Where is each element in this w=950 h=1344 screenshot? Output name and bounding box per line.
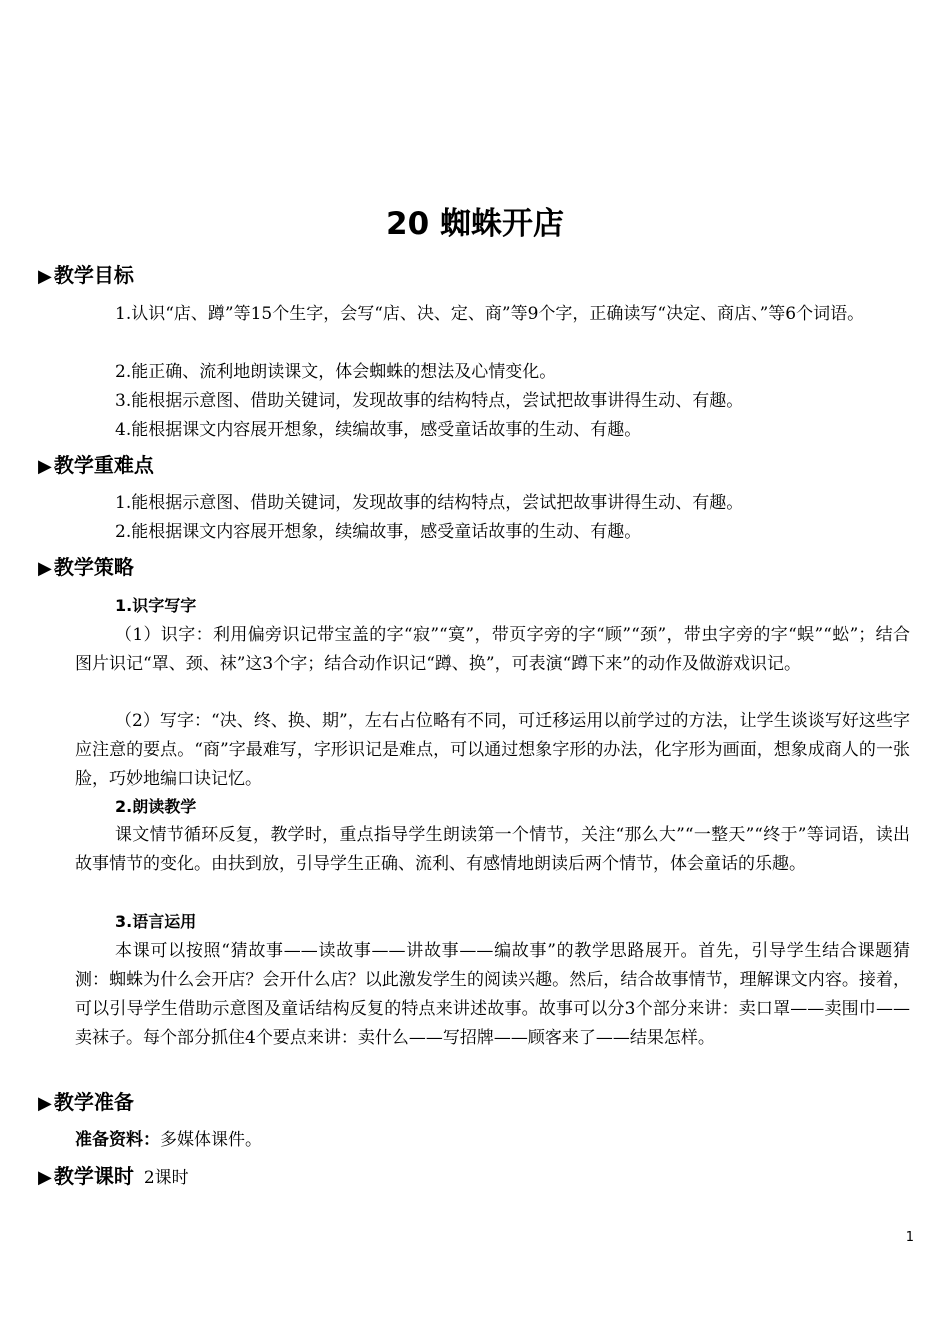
triangle-bullet-icon: ▶ <box>38 558 52 579</box>
strategy-sub-language: 3.语言运用 <box>115 912 197 931</box>
heading-key-points: ▶ 教学重难点 <box>38 453 154 477</box>
goal-item-4: 4.能根据课文内容展开想象，续编故事，感受童话故事的生动、有趣。 <box>115 420 642 440</box>
triangle-bullet-icon: ▶ <box>38 1093 52 1114</box>
key-point-item-2: 2.能根据课文内容展开想象，续编故事，感受童话故事的生动、有趣。 <box>115 522 642 542</box>
preparation-label: 准备资料： <box>75 1130 160 1150</box>
strategy-literacy-para-2: （2）写字：“决、终、换、期”，左右占位略有不同，可迁移运用以前学过的方法，让学生谈谈写好这些字应注意的要点。“商”字最难写，字形识记是难点，可以通过想象字形的办法，化字形为画面，想象成商人的一张脸，巧妙地编口诀记忆。 <box>75 711 910 789</box>
heading-strategy: ▶ 教学策略 <box>38 555 134 579</box>
heading-goals: ▶ 教学目标 <box>38 263 134 287</box>
strategy-literacy-para-1: （1）识字：利用偏旁识记带宝盖的字“寂”“寞”，带页字旁的字“顾”“颈”，带虫字旁的字“蜈”“蚣”；结合图片识记“罩、颈、袜”这3个字；结合动作识记“蹲、换”，可表演“蹲下来”的动作及做游戏识记。 <box>75 625 910 674</box>
heading-hours: ▶ 教学课时 2课时 <box>38 1164 189 1188</box>
page-number: 1 <box>905 1230 914 1245</box>
hours-value: 2课时 <box>143 1168 189 1188</box>
goal-item-1: 1.认识“店、蹲”等15个生字，会写“店、决、定、商”等9个字，正确读写“决定、商店、”等6个词语。 <box>115 304 865 324</box>
heading-preparation: ▶ 教学准备 <box>38 1090 134 1114</box>
strategy-language-para: 本课可以按照“猜故事——读故事——讲故事——编故事”的教学思路展开。首先，引导学生结合课题猜测：蜘蛛为什么会开店？会开什么店？以此激发学生的阅读兴趣。然后，结合故事情节，理解课文内容。接着，可以引导学生借助示意图及童话结构反复的特点来讲述故事。故事可以分3个部分来讲：卖口罩——卖围巾——卖袜子。每个部分抓住4个要点来讲：卖什么——写招牌——顾客来了——结果怎样。 <box>75 941 910 1048</box>
strategy-reading-para: 课文情节循环反复，教学时，重点指导学生朗读第一个情节，关注“那么大”“一整天”“终于”等词语，读出故事情节的变化。由扶到放，引导学生正确、流利、有感情地朗读后两个情节，体会童话的乐趣。 <box>75 825 910 874</box>
strategy-sub-literacy: 1.识字写字 <box>115 596 197 615</box>
strategy-sub-reading: 2.朗读教学 <box>115 797 197 816</box>
key-point-item-1: 1.能根据示意图、借助关键词，发现故事的结构特点，尝试把故事讲得生动、有趣。 <box>115 493 744 513</box>
goal-item-3: 3.能根据示意图、借助关键词，发现故事的结构特点，尝试把故事讲得生动、有趣。 <box>115 391 744 411</box>
preparation-value: 多媒体课件。 <box>160 1130 262 1150</box>
triangle-bullet-icon: ▶ <box>38 266 52 287</box>
triangle-bullet-icon: ▶ <box>38 456 52 477</box>
preparation-line <box>75 1126 262 1154</box>
lesson-title: 20 蜘蛛开店 <box>386 206 564 242</box>
goal-item-2: 2.能正确、流利地朗读课文，体会蜘蛛的想法及心情变化。 <box>115 362 557 382</box>
triangle-bullet-icon: ▶ <box>38 1167 52 1188</box>
